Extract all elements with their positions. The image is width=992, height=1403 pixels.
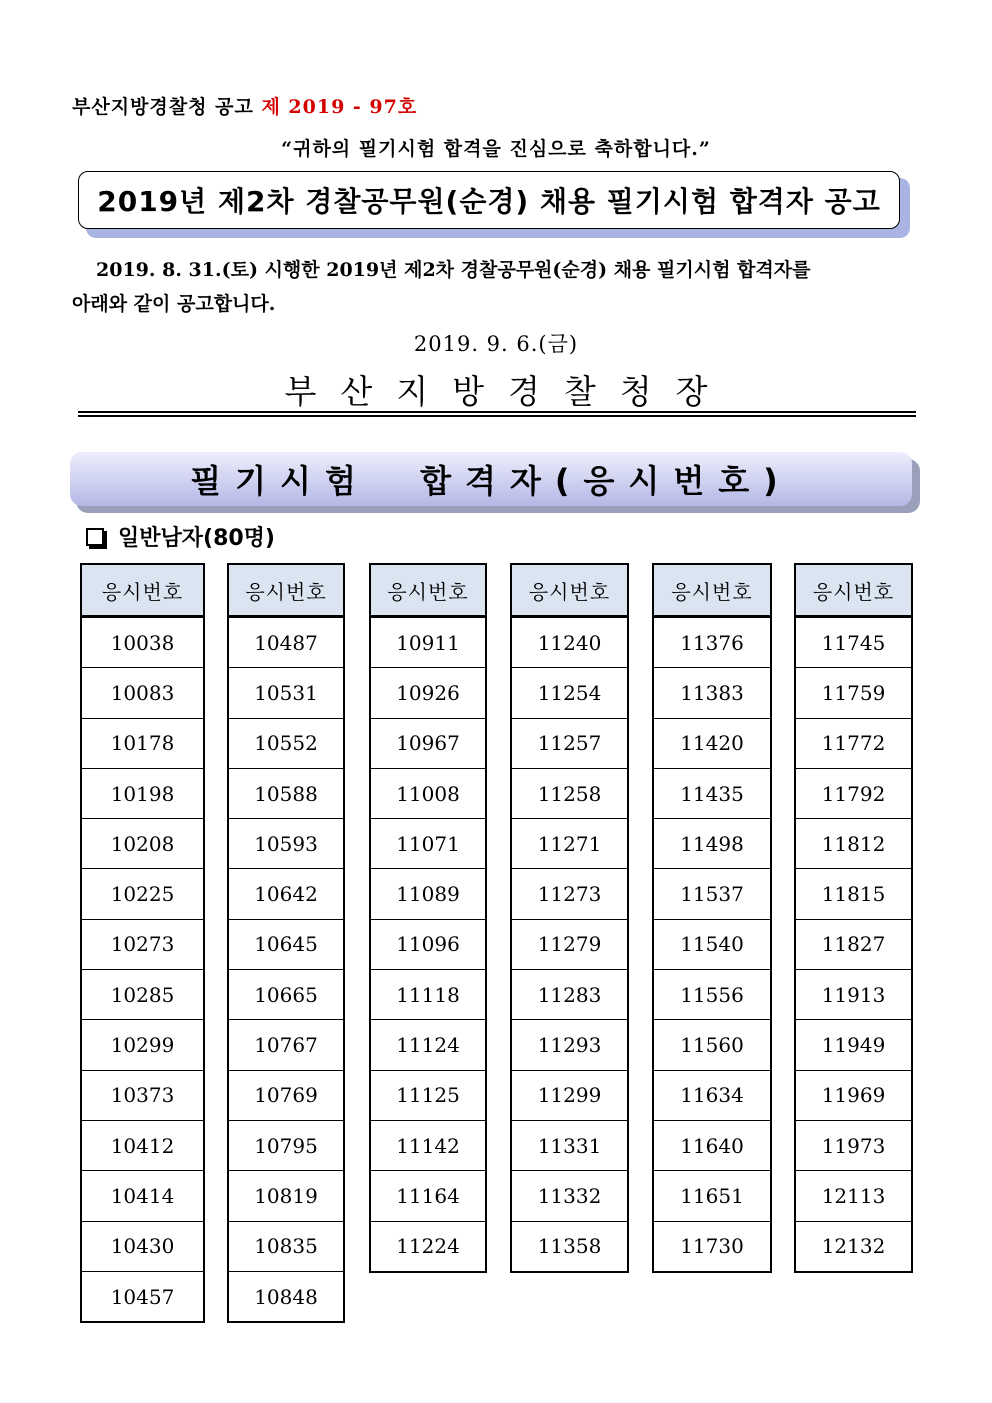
intro-line-1: 2019. 8. 31.(토) 시행한 2019년 제2차 경찰공무원(순경) 채용 필기시험 합격자를: [96, 259, 811, 281]
candidate-number-cell: 11279: [512, 919, 627, 969]
candidate-number-cell: 11273: [512, 868, 627, 918]
candidate-number-cell: 11257: [512, 718, 627, 768]
candidate-number-cell: 10642: [229, 868, 343, 918]
banner-title: 필기시험 합격자(응시번호): [190, 462, 792, 500]
candidate-number-cell: 11071: [371, 818, 485, 868]
candidate-number-cell: 11299: [512, 1070, 627, 1120]
candidate-number-cell: 11124: [371, 1019, 485, 1069]
candidate-number-cell: 11089: [371, 868, 485, 918]
candidate-number-cell: 11254: [512, 667, 627, 717]
candidate-number-cell: 10531: [229, 667, 343, 717]
column-header: 응시번호: [512, 565, 627, 617]
candidate-number-cell: 11435: [654, 768, 770, 818]
candidate-number-cell: 10926: [371, 667, 485, 717]
candidate-number-cell: 10487: [229, 617, 343, 667]
candidate-number-cell: 10414: [82, 1170, 203, 1220]
candidate-number-cell: 11949: [796, 1019, 911, 1069]
candidate-number-cell: 10178: [82, 718, 203, 768]
notice-line: [72, 92, 417, 119]
candidate-number-cell: 10819: [229, 1170, 343, 1220]
candidate-number-cell: 11815: [796, 868, 911, 918]
candidate-number-cell: 10848: [229, 1271, 343, 1321]
column-header: 응시번호: [371, 565, 485, 617]
candidate-number-cell: 10225: [82, 868, 203, 918]
column-header: 응시번호: [796, 565, 911, 617]
candidate-number-cell: 10430: [82, 1221, 203, 1271]
candidate-number-cell: 12113: [796, 1170, 911, 1220]
candidate-number-cell: 11540: [654, 919, 770, 969]
page-title: 2019년 제2차 경찰공무원(순경) 채용 필기시험 합격자 공고: [97, 185, 881, 218]
candidate-number-cell: 11827: [796, 919, 911, 969]
candidate-number-cell: 11792: [796, 768, 911, 818]
candidate-number-cell: 10412: [82, 1120, 203, 1170]
notice-agency: 부산지방경찰청 공고: [72, 96, 254, 118]
candidate-number-cell: 11332: [512, 1170, 627, 1220]
candidate-number-cell: 11164: [371, 1170, 485, 1220]
column-header: 응시번호: [654, 565, 770, 617]
candidate-number-cell: 10795: [229, 1120, 343, 1170]
candidate-number-cell: 11383: [654, 667, 770, 717]
candidate-number-cell: 10911: [371, 617, 485, 667]
candidate-number-cell: 10038: [82, 617, 203, 667]
candidate-number-cell: 10665: [229, 969, 343, 1019]
title-box: [78, 171, 900, 229]
number-column: [80, 563, 205, 1323]
candidate-number-cell: 11772: [796, 718, 911, 768]
candidate-number-cell: 10285: [82, 969, 203, 1019]
candidate-number-cell: 10373: [82, 1070, 203, 1120]
double-divider: [78, 411, 916, 417]
candidate-number-cell: 11240: [512, 617, 627, 667]
candidate-number-cell: 10767: [229, 1019, 343, 1069]
candidate-number-cell: 11498: [654, 818, 770, 868]
column-header: 응시번호: [229, 565, 343, 617]
number-column: [794, 563, 913, 1273]
checkbox-icon: [86, 528, 104, 546]
candidate-number-cell: 11271: [512, 818, 627, 868]
candidate-number-cell: 11759: [796, 667, 911, 717]
candidate-number-cell: 11096: [371, 919, 485, 969]
candidate-number-cell: 10967: [371, 718, 485, 768]
candidate-number-cell: 10552: [229, 718, 343, 768]
candidate-number-cell: 11376: [654, 617, 770, 667]
candidate-number-cell: 11537: [654, 868, 770, 918]
candidate-number-cell: 11640: [654, 1120, 770, 1170]
section-banner: [70, 452, 912, 506]
number-column: [227, 563, 345, 1323]
candidate-number-cell: 11973: [796, 1120, 911, 1170]
intro-paragraph: [72, 253, 920, 321]
intro-line-2: 아래와 같이 공고합니다.: [72, 293, 276, 315]
candidate-number-cell: 11730: [654, 1221, 770, 1271]
candidate-number-cell: 11812: [796, 818, 911, 868]
candidate-number-cell: 10198: [82, 768, 203, 818]
candidate-number-cell: 10208: [82, 818, 203, 868]
candidate-number-cell: 12132: [796, 1221, 911, 1271]
candidate-number-cell: 11358: [512, 1221, 627, 1271]
column-header: 응시번호: [82, 565, 203, 617]
section-heading: [82, 521, 275, 552]
candidate-number-cell: 11293: [512, 1019, 627, 1069]
announcement-date: 2019. 9. 6.(금): [413, 332, 579, 356]
candidate-number-cell: 10588: [229, 768, 343, 818]
candidate-number-cell: 11560: [654, 1019, 770, 1069]
candidate-number-cell: 11634: [654, 1070, 770, 1120]
number-column: [510, 563, 629, 1273]
candidate-number-cell: 11008: [371, 768, 485, 818]
candidate-number-cell: 11283: [512, 969, 627, 1019]
candidate-number-cell: 10769: [229, 1070, 343, 1120]
candidate-number-cell: 10273: [82, 919, 203, 969]
candidate-number-cell: 10835: [229, 1221, 343, 1271]
candidate-number-cell: 11969: [796, 1070, 911, 1120]
candidate-number-cell: 11651: [654, 1170, 770, 1220]
candidate-number-cell: 11331: [512, 1120, 627, 1170]
notice-number: 제 2019 - 97호: [261, 96, 418, 118]
candidate-number-cell: 11125: [371, 1070, 485, 1120]
candidate-number-cell: 11142: [371, 1120, 485, 1170]
candidate-number-cell: 10645: [229, 919, 343, 969]
signer: 부산지방경찰청장: [284, 372, 732, 411]
candidate-number-cell: 11420: [654, 718, 770, 768]
candidate-number-cell: 11745: [796, 617, 911, 667]
candidate-number-cell: 11224: [371, 1221, 485, 1271]
number-column: [369, 563, 487, 1273]
candidate-number-cell: 10083: [82, 667, 203, 717]
candidate-number-cell: 10299: [82, 1019, 203, 1069]
congratulation-message: “귀하의 필기시험 합격을 진심으로 축하합니다.”: [281, 138, 711, 160]
candidate-number-cell: 10593: [229, 818, 343, 868]
candidate-number-cell: 11556: [654, 969, 770, 1019]
candidate-number-cell: 11118: [371, 969, 485, 1019]
number-column: [652, 563, 772, 1273]
candidate-number-cell: 11913: [796, 969, 911, 1019]
candidate-number-cell: 11258: [512, 768, 627, 818]
candidate-number-cell: 10457: [82, 1271, 203, 1321]
section-label: 일반남자(80명): [118, 526, 275, 551]
